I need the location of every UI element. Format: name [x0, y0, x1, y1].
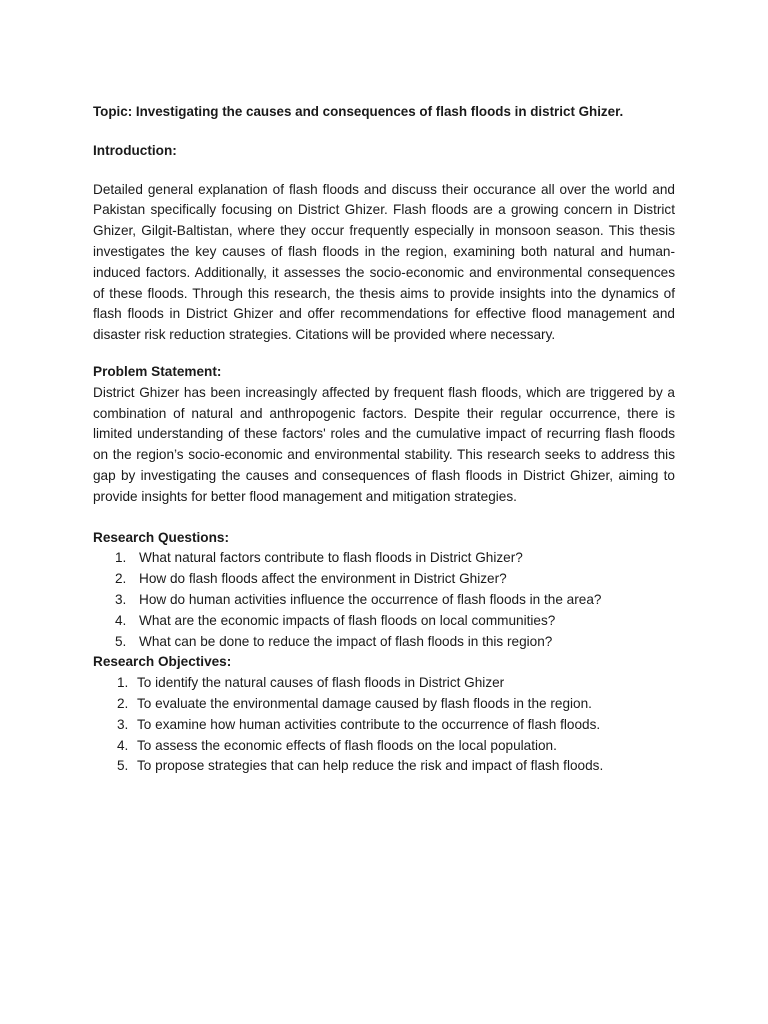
problem-statement-heading: Problem Statement: — [93, 363, 222, 379]
list-item-number: 3. — [115, 591, 127, 607]
list-item — [93, 569, 675, 590]
list-item-text: To assess the economic effects of flash floods on the local population. — [137, 737, 557, 753]
list-item — [93, 590, 675, 611]
list-item-text: To propose strategies that can help reduce the risk and impact of flash floods. — [137, 758, 604, 774]
list-item-number: 1. — [117, 675, 129, 691]
list-item — [93, 611, 675, 632]
document-page — [93, 102, 675, 777]
research-objectives-heading: Research Objectives: — [93, 654, 232, 670]
list-item-text: To evaluate the environmental damage caused by flash floods in the region. — [137, 695, 592, 711]
research-objectives-list — [93, 673, 675, 777]
list-item-text: To identify the natural causes of flash floods in District Ghizer — [137, 675, 505, 691]
list-item-number: 4. — [117, 737, 129, 753]
list-item-text: What can be done to reduce the impact of flash floods in this region? — [139, 633, 553, 649]
list-item-number: 1. — [115, 550, 127, 566]
research-questions-heading: Research Questions: — [93, 529, 229, 545]
list-item — [93, 736, 675, 757]
list-item — [93, 756, 675, 777]
list-item-number: 3. — [117, 716, 129, 732]
list-item — [93, 715, 675, 736]
list-item — [93, 673, 675, 694]
list-item-text: What are the economic impacts of flash floods on local communities? — [139, 612, 556, 628]
list-item-text: What natural factors contribute to flash floods in District Ghizer? — [139, 550, 523, 566]
list-item-text: How do flash floods affect the environment in District Ghizer? — [139, 571, 507, 587]
list-item-text: How do human activities influence the occurrence of flash floods in the area? — [139, 591, 602, 607]
list-item-number: 2. — [115, 571, 127, 587]
list-item — [93, 548, 675, 569]
problem-statement-paragraph: District Ghizer has been increasingly affected by frequent flash floods, which are triggered by a combination of natural and anthropogenic factors. Despite their regular occurrence, there is limited understanding of these factors' roles and the cumulative impact of recurring flash floods on the region’s socio-economic and environmental stability. This research seeks to address this gap by investigating the causes and consequences of flash floods in District Ghizer, aiming to provide insights for better flood management and mitigation strategies. — [93, 384, 675, 504]
list-item-number: 5. — [115, 633, 127, 649]
list-item — [93, 632, 675, 653]
document-topic: Topic: Investigating the causes and consequences of flash floods in district Ghizer. — [93, 104, 624, 119]
list-item-number: 4. — [115, 612, 127, 628]
list-item — [93, 694, 675, 715]
list-item-text: To examine how human activities contribute to the occurrence of flash floods. — [137, 716, 601, 732]
research-questions-list — [93, 548, 675, 652]
introduction-paragraph: Detailed general explanation of flash floods and discuss their occurance all over the world and Pakistan specifically focusing on District Ghizer. Flash floods are a growing concern in District Ghizer, Gilgit-Baltistan, where they occur frequently especially in monsoon season. This thesis investigates the key causes of flash floods in the region, examining both natural and human-induced factors. Additionally, it assesses the socio-economic and environmental consequences of these floods. Through this research, the thesis aims to provide insights into the dynamics of flash floods in District Ghizer and offer recommendations for effective flood management and disaster risk reduction strategies. Citations will be provided where necessary. — [93, 181, 675, 343]
introduction-heading: Introduction: — [93, 142, 177, 158]
list-item-number: 2. — [117, 695, 129, 711]
list-item-number: 5. — [117, 758, 129, 774]
